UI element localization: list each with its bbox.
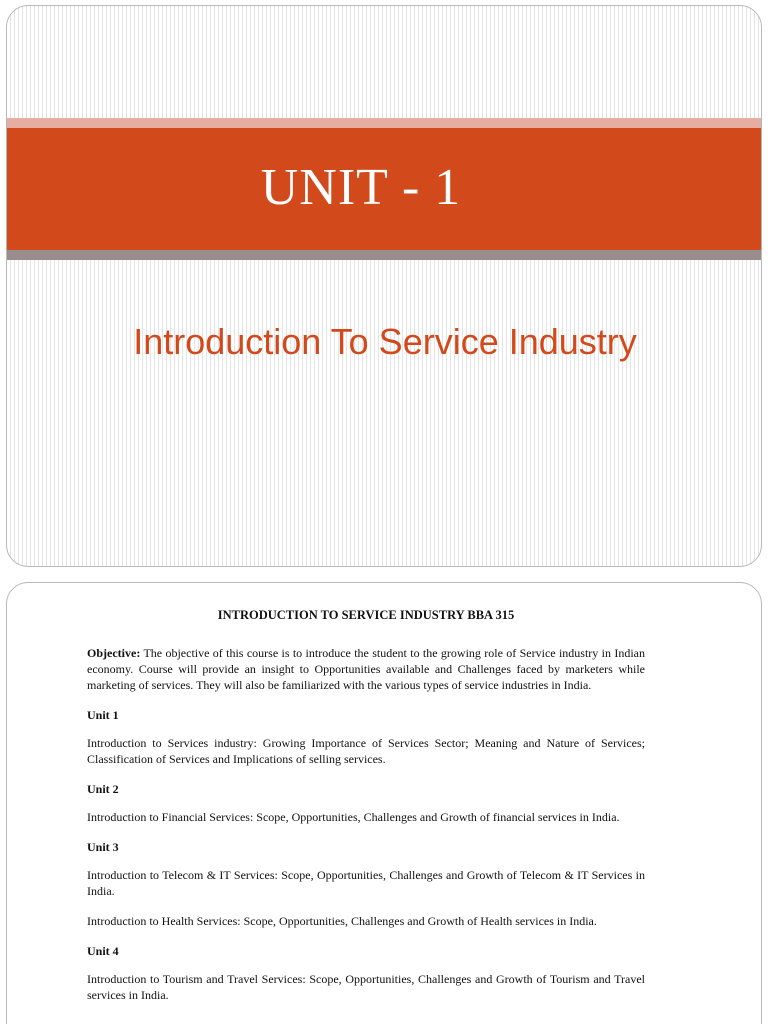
syllabus-slide bbox=[6, 582, 762, 1024]
unit-3-heading: Unit 3 bbox=[87, 840, 119, 854]
unit-3-telecom-description: Introduction to Telecom & IT Services: Scope, Opportunities, Challenges and Growth of Telecom & IT Services in India. bbox=[87, 868, 645, 898]
unit-2-description: Introduction to Financial Services: Scope, Opportunities, Challenges and Growth of financial services in India. bbox=[87, 810, 620, 824]
unit-3-health-description: Introduction to Health Services: Scope, Opportunities, Challenges and Growth of Health services in India. bbox=[87, 914, 597, 928]
objective-paragraph bbox=[87, 645, 645, 693]
accent-band-bottom bbox=[7, 250, 761, 260]
unit-1-description: Introduction to Services industry: Growing Importance of Services Sector; Meaning and Nature of Services; Classification of Services and Implications of selling services. bbox=[87, 736, 645, 766]
title-slide bbox=[6, 5, 762, 567]
syllabus-heading: INTRODUCTION TO SERVICE INDUSTRY BBA 315 bbox=[217, 608, 515, 622]
unit-2-heading: Unit 2 bbox=[87, 782, 119, 796]
objective-label: Objective: bbox=[87, 646, 141, 660]
slide-title: UNIT - 1 bbox=[260, 159, 462, 216]
unit-1-heading: Unit 1 bbox=[87, 708, 119, 722]
unit-4-description: Introduction to Tourism and Travel Services: Scope, Opportunities, Challenges and Growth of Tourism and Travel services in India. bbox=[87, 972, 645, 1002]
accent-band-top bbox=[7, 118, 761, 128]
syllabus-document bbox=[87, 607, 645, 1017]
unit-4-heading: Unit 4 bbox=[87, 944, 119, 958]
objective-text: The objective of this course is to introduce the student to the growing role of Service industry in Indian economy. Course will provide an insight to Opportunities available and Challenges faced by marketers while marketing of services. They will also be familiarized with the various types of service industries in India. bbox=[87, 646, 645, 692]
slide-subtitle: Introduction To Service Industry bbox=[133, 321, 637, 362]
